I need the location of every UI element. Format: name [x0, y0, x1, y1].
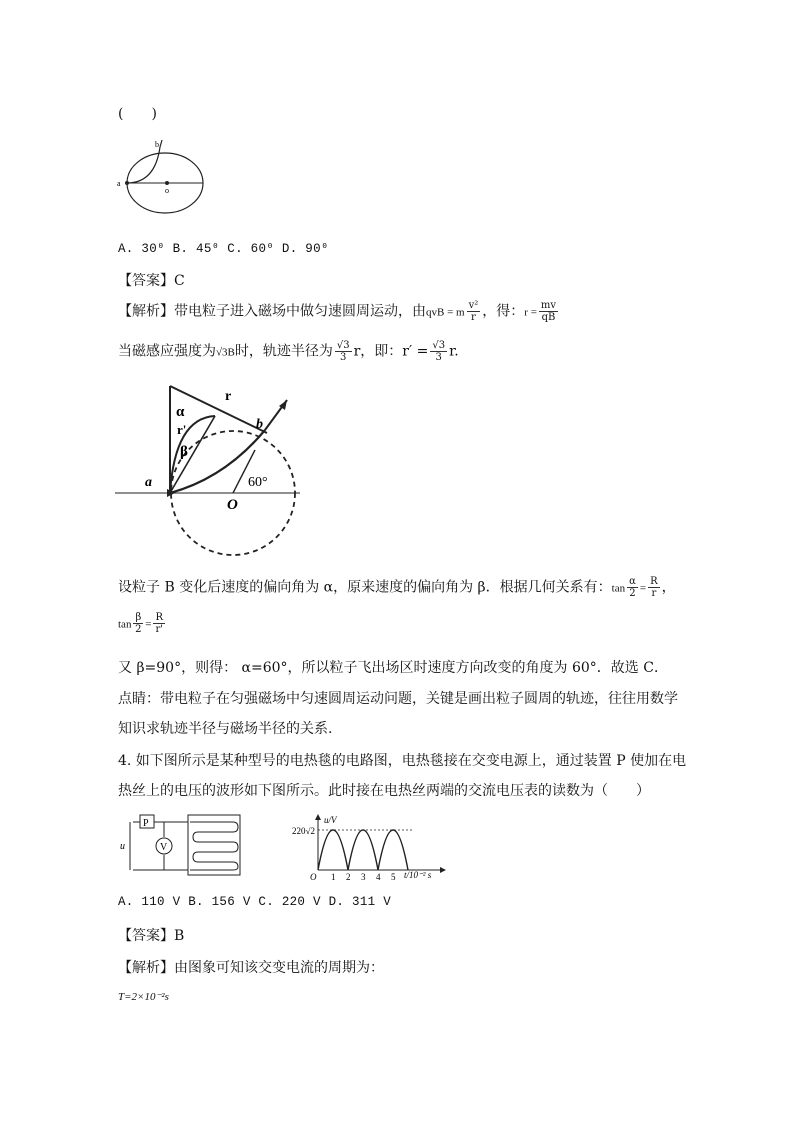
answer-value: C [174, 273, 185, 289]
geometry-figure [115, 378, 315, 568]
q3-note-line2: 知识求轨迹半径与磁场半径的关系. [118, 721, 333, 737]
q4-answer [118, 925, 184, 945]
q3-note-line1: 点睛：带电粒子在匀强磁场中匀速圆周运动问题，关键是画出粒子圆周的轨迹，往往用数学 [118, 691, 678, 707]
label-a2: a [145, 475, 152, 490]
analysis-text: 带电粒子进入磁场中做匀速圆周运动，由 [174, 303, 426, 320]
analysis-text: 由图象可知该交变电流的周期为： [174, 960, 384, 976]
answer-value: B [174, 928, 185, 944]
period-formula: T=2×10⁻²s [118, 991, 169, 1003]
exit-arrow [160, 140, 162, 147]
point-o [165, 181, 169, 185]
circle-figure-small [115, 135, 210, 215]
radius-fraction: $\frac{mv}{qB}$ [540, 300, 557, 323]
analysis-tag: 【解析】 [118, 960, 174, 976]
label-o2: O [227, 497, 238, 513]
label-b2: b [256, 417, 263, 432]
label-b: b [155, 140, 159, 149]
half-wave-2 [348, 830, 378, 870]
analysis-tag: 【解析】 [118, 303, 174, 320]
q3-analysis-line1: 【解析】带电粒子进入磁场中做匀速圆周运动，由qvB = m $\frac{\text{v²}}{r}$ ，得：r = $\frac{mv}{qB}$ [118, 300, 557, 323]
label-beta: β [180, 444, 188, 460]
formula-left: qvB = m [426, 306, 465, 319]
q3-analysis-line4: tan $\frac{\beta}{2}$ = $\frac{R}{r'}$ [118, 612, 163, 635]
peak-label: 220√2 [292, 826, 315, 836]
label-alpha: α [176, 404, 185, 420]
label-rprime: r' [177, 422, 187, 437]
label-r: r [225, 389, 232, 404]
q4-stem-line1: 4. 如下图所示是某种型号的电热毯的电路图，电热毯接在交变电源上，通过装置 P 使加在电 [118, 753, 687, 769]
half-wave-3 [378, 830, 408, 870]
origin-label: O [310, 872, 317, 882]
waveform-graph [288, 812, 458, 882]
heating-wire-box [188, 815, 240, 875]
q3-options: A. 30⁰ B. 45⁰ C. 60⁰ D. 90⁰ [118, 242, 329, 256]
answer-paren: ( ) [118, 106, 157, 122]
tick-4: 4 [376, 872, 381, 882]
answer-tag: 【答案】 [118, 273, 174, 289]
y-axis-label: u/V [324, 815, 337, 825]
q3-analysis-line5: 又 β=90°，则得： α=60°，所以粒子飞出场区时速度方向改变的角度为 60°．故选 C． [118, 660, 668, 676]
label-a: a [117, 179, 121, 188]
q3-analysis-line2: 当磁感应强度为√3B时，轨迹半径为 $\frac{√3}{3}$ r，即：r′ = $\frac{√3}{3}$ r. [118, 340, 459, 363]
half-wave-1 [318, 830, 348, 870]
tick-2: 2 [346, 872, 351, 882]
tick-5: 5 [391, 872, 396, 882]
label-v: V [160, 842, 168, 853]
q4-stem-line2: 热丝上的电压的波形如下图所示。此时接在电热丝两端的交流电压表的读数为（ ） [118, 783, 650, 799]
q3-analysis-line3: 设粒子 B 变化后速度的偏向角为 α，原来速度的偏向角为 β．根据几何关系有：tan $\frac{\alpha}{2}$ = $\frac{R}{r}$ ， [118, 576, 676, 599]
x-axis-label: t/10⁻² s [404, 870, 432, 880]
formula-fraction: $\frac{\text{v²}}{r}$ [468, 300, 479, 323]
answer-tag: 【答案】 [118, 928, 174, 944]
trajectory-arc [127, 147, 160, 183]
q3-answer [118, 270, 185, 290]
tick-3: 3 [361, 872, 366, 882]
label-o: o [165, 186, 169, 195]
point-a [125, 181, 129, 185]
circuit-diagram [118, 812, 248, 882]
q4-analysis [118, 957, 384, 977]
q4-options: A. 110 V B. 156 V C. 220 V D. 311 V [118, 895, 392, 909]
label-60deg: 60° [248, 475, 268, 490]
heating-wire [190, 822, 238, 870]
tick-1: 1 [331, 872, 336, 882]
label-u: u [120, 841, 125, 852]
label-p: P [143, 818, 149, 829]
